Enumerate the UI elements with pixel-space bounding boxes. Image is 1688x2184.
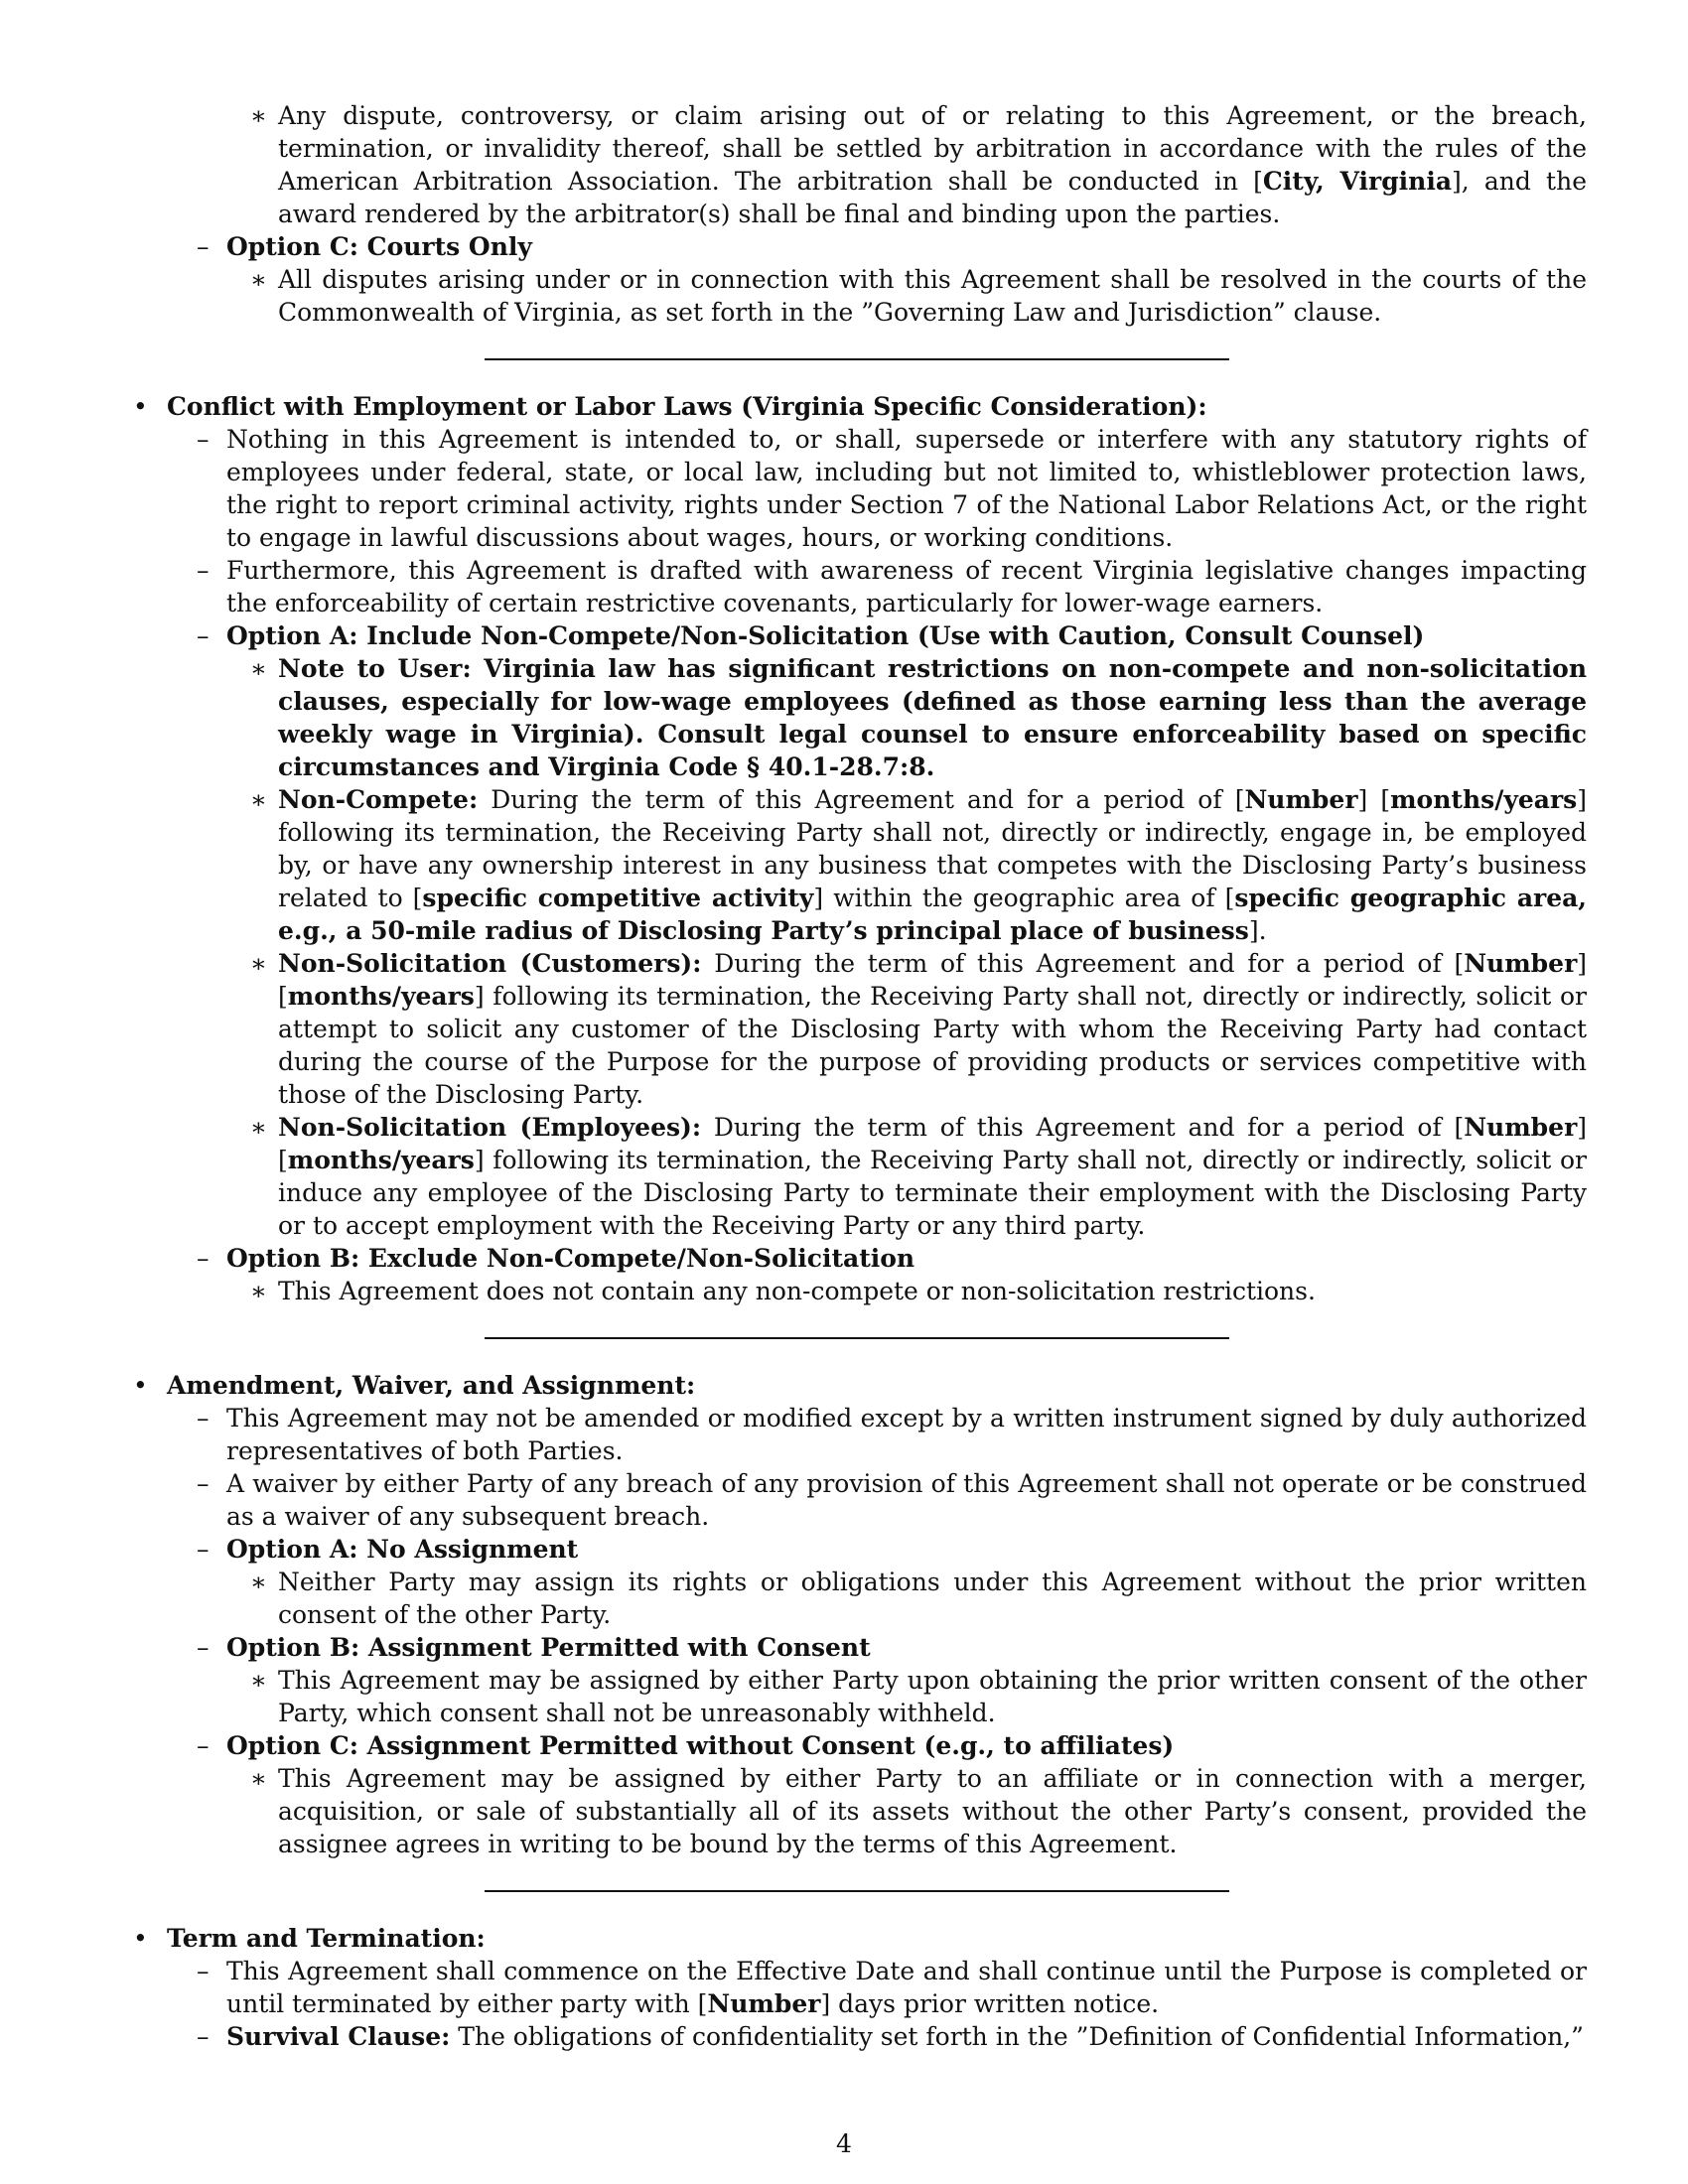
star-marker: ∗	[250, 949, 267, 978]
placeholder-months-years: months/years	[287, 1146, 475, 1174]
survival-clause: – Survival Clause: The obligations of confidentiality set forth in the ”Definition of Confidential Information,”	[197, 2022, 1584, 2051]
dash-marker: –	[197, 1404, 210, 1433]
star-marker: ∗	[250, 1277, 267, 1305]
placeholder-months-years: months/years	[287, 982, 475, 1011]
page-number: 4	[836, 2129, 852, 2158]
note-to-user: ∗ Note to User: Virginia law has significant restrictions on non-compete and non-solicitation clauses, especially for low-wage employees (defined as those earning less than the average weekly wage in Virginia). Consult legal counsel to ensure enforceability based on specific circumstances and Virginia Code § 40.1-28.7:8.	[250, 654, 1587, 781]
amendment-option-c-item: ∗ This Agreement may be assigned by either Party to an affiliate or in connection with a merger, acquisition, or sale of substantially all of its assets without the other Party’s consent, provided the assignee agrees in writing to be bound by the terms of this Agreement.	[250, 1764, 1587, 1858]
amendment-option-b-item: ∗ This Agreement may be assigned by either Party upon obtaining the prior written consent of the other Party, which consent shall not be unreasonably withheld.	[250, 1666, 1587, 1727]
option-c-courts-heading	[127, 230, 1587, 263]
amendment-option-a-heading: – Option A: No Assignment	[197, 1535, 579, 1564]
amendment-option-b-heading: – Option B: Assignment Permitted with Consent	[197, 1633, 871, 1662]
dash-marker: –	[197, 621, 210, 650]
dash-marker: –	[197, 1535, 210, 1564]
conflict-option-b-title: Option B: Exclude Non-Compete/Non-Solicitation	[226, 1244, 915, 1273]
option-c-courts-text: All disputes arising under or in connection with this Agreement shall be resolved in the courts of the Commonwealth of Virginia, as set forth in the ”Governing Law and Jurisdiction” clause.	[278, 265, 1587, 327]
placeholder-number: Number	[1464, 1113, 1578, 1142]
survival-label: Survival Clause:	[226, 2022, 451, 2051]
conflict-option-b-heading	[127, 1242, 1587, 1275]
non-compete-label: Non-Compete:	[278, 785, 479, 814]
bullet-marker: •	[133, 1371, 148, 1400]
dash-marker: –	[197, 1731, 210, 1760]
star-marker: ∗	[250, 1568, 267, 1596]
amendment-title: Amendment, Waiver, and Assignment:	[167, 1371, 696, 1400]
non-compete-item: ∗ Non-Compete: During the term of this Agreement and for a period of [Number] [months/years] following its termination, the Receiving Party shall not, directly or indirectly, engage in, be employed by, or have any ownership interest in any business that competes with the Disclosing Party’s business related to [specific competitive activity] within the geographic area of [specific geographic area, e.g., a 50-mile radius of Disclosing Party’s principal place of business].	[250, 785, 1587, 945]
conflict-option-a-title: Option A: Include Non-Compete/Non-Solicitation (Use with Caution, Consult Counsel)	[226, 621, 1425, 650]
placeholder-geo-area: specific geographic area, e.g., a 50-mile radius of Disclosing Party’s principal place of business	[278, 884, 1587, 945]
dash-marker: –	[197, 232, 210, 261]
dash-marker: –	[197, 1957, 210, 1985]
star-marker: ∗	[250, 1666, 267, 1695]
conflict-option-b-item: ∗ This Agreement does not contain any non-compete or non-solicitation restrictions.	[250, 1277, 1316, 1305]
placeholder-number: Number	[1464, 949, 1578, 978]
term-para-1: – This Agreement shall commence on the Effective Date and shall continue until the Purpose is completed or until terminated by either party with [Number] days prior written notice.	[197, 1957, 1587, 2018]
placeholder-number: Number	[707, 1989, 821, 2018]
placeholder-specific-activity: specific competitive activity	[422, 884, 814, 912]
non-solicitation-customers-label: Non-Solicitation (Customers):	[278, 949, 702, 978]
conflict-section-heading	[127, 390, 1587, 423]
star-marker: ∗	[250, 1764, 267, 1793]
placeholder-months-years: months/years	[1390, 785, 1578, 814]
dash-marker: –	[197, 1244, 210, 1273]
star-marker: ∗	[250, 265, 267, 294]
conflict-option-a-heading	[127, 619, 1587, 652]
star-marker: ∗	[250, 1113, 267, 1142]
dash-marker: –	[197, 1633, 210, 1662]
amendment-option-a-item: ∗ Neither Party may assign its rights or obligations under this Agreement without the prior written consent of the other Party.	[250, 1568, 1587, 1629]
dash-marker: –	[197, 556, 210, 585]
arbitration-item	[127, 99, 1587, 230]
non-solicitation-employees-label: Non-Solicitation (Employees):	[278, 1113, 702, 1142]
section-divider	[127, 329, 1587, 390]
arbitration-text-1: Any dispute, controversy, or claim arising out of or relating to this Agreement, or the breach, termination, or invalidity thereof, shall be settled by arbitration in accordance with the rules of the American Arbitration Association. The arbitration shall be conducted in [	[278, 101, 1587, 196]
arbitration-city: City, Virginia	[1262, 167, 1453, 196]
conflict-title: Conflict with Employment or Labor Laws (Virginia Specific Consideration):	[167, 392, 1207, 421]
section-divider	[127, 1307, 1587, 1369]
term-section-heading	[127, 1922, 1587, 1955]
dash-marker: –	[197, 1469, 210, 1498]
section-divider	[127, 1860, 1587, 1922]
arbitration-text-2: ], and the award rendered by the arbitrator(s) shall be final and binding upon the parties.	[278, 167, 1587, 228]
amendment-section-heading	[127, 1369, 1587, 1402]
placeholder-number: Number	[1244, 785, 1358, 814]
option-c-courts-item	[127, 263, 1587, 329]
non-solicitation-employees-item: ∗ Non-Solicitation (Employees): During the term of this Agreement and for a period of [Number] [months/years] following its termination, the Receiving Party shall not, directly or indirectly, solicit or induce any employee of the Disclosing Party to terminate their employment with the Disclosing Party or to accept employment with the Receiving Party or any third party.	[250, 1113, 1588, 1240]
amendment-para-2: – A waiver by either Party of any breach of any provision of this Agreement shall not operate or be construed as a waiver of any subsequent breach.	[197, 1469, 1587, 1531]
amendment-option-c-heading: – Option C: Assignment Permitted without Consent (e.g., to affiliates)	[197, 1731, 1175, 1760]
star-marker: ∗	[250, 101, 267, 130]
non-solicitation-customers-item: ∗ Non-Solicitation (Customers): During the term of this Agreement and for a period of [Number] [months/years] following its termination, the Receiving Party shall not, directly or indirectly, solicit or attempt to solicit any customer of the Disclosing Party with whom the Receiving Party had contact during the course of the Purpose for the purpose of providing products or services competitive with those of the Disclosing Party.	[250, 949, 1588, 1109]
star-marker: ∗	[250, 785, 267, 814]
dash-marker: –	[197, 2022, 210, 2051]
bullet-marker: •	[133, 392, 148, 421]
term-title: Term and Termination:	[167, 1924, 486, 1953]
amendment-para-1: – This Agreement may not be amended or modified except by a written instrument signed by duly authorized representatives of both Parties.	[197, 1404, 1587, 1465]
dash-marker: –	[197, 425, 210, 454]
conflict-para-2: – Furthermore, this Agreement is drafted with awareness of recent Virginia legislative changes impacting the enforceability of certain restrictive covenants, particularly for lower-wage earners.	[197, 556, 1587, 617]
star-marker: ∗	[250, 654, 267, 683]
conflict-para-1: – Nothing in this Agreement is intended to, or shall, supersede or interfere with any statutory rights of employees under federal, state, or local law, including but not limited to, whistleblower protection laws, the right to report criminal activity, rights under Section 7 of the National Labor Relations Act, or the right to engage in lawful discussions about wages, hours, or working conditions.	[197, 425, 1587, 552]
bullet-marker: •	[133, 1924, 148, 1953]
page-content	[127, 99, 1587, 2053]
option-c-courts-title: Option C: Courts Only	[226, 232, 532, 261]
